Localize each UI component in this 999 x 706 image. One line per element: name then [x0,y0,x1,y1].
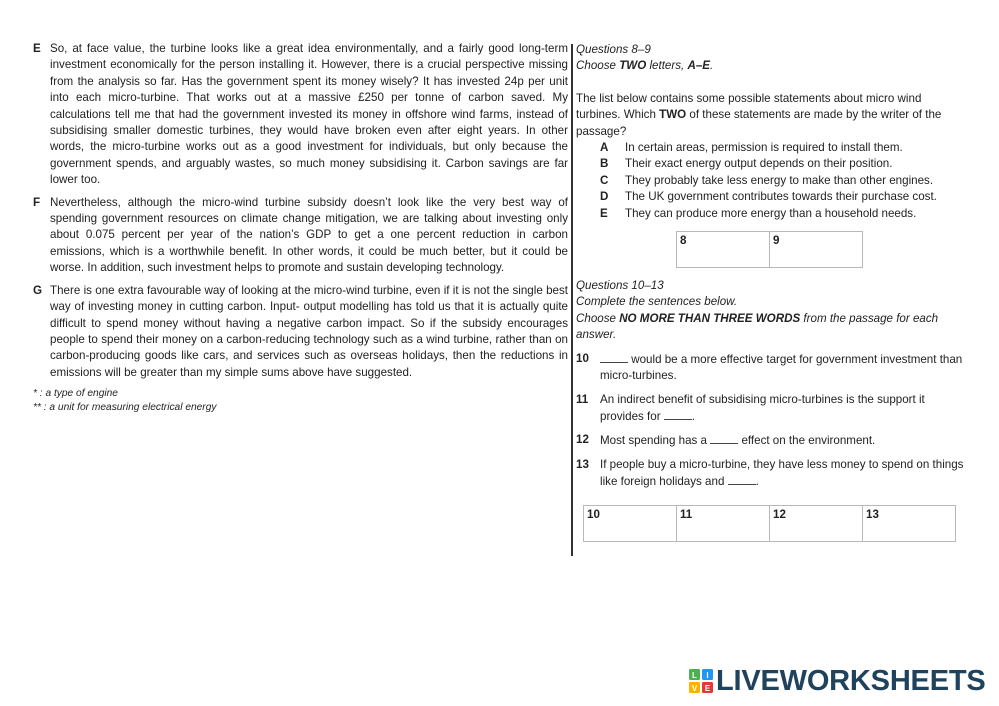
answer-cell-13[interactable]: 13 [863,505,956,541]
questions-8-9-instruction: Choose TWO letters, A–E. [576,59,714,73]
brand-name: LIVEWORKSHEETS [716,665,986,697]
questions-column [576,42,966,542]
option-c: C They probably take less energy to make than other engines. [600,173,934,187]
answer-table-8-9 [676,231,863,268]
paragraph-g [33,283,568,381]
answer-cell-8[interactable]: 8 [677,232,770,268]
reading-passage [33,41,568,415]
svg-text:E: E [704,683,711,693]
option-e: E They can produce more energy than a household needs. [600,206,917,220]
paragraph-letter: F [33,195,41,209]
paragraph-e [33,41,568,189]
footnote: * : a type of engine [33,388,118,400]
column-divider [571,44,573,556]
answer-cell-9[interactable]: 9 [770,232,863,268]
answer-blank [664,408,692,420]
paragraph-letter: G [33,283,43,297]
questions-10-13-instruction-2: Choose NO MORE THAN THREE WORDS from the passage for each answer. [576,311,939,342]
option-b: B Their exact energy output depends on their position. [600,157,893,171]
question-12: 12 Most spending has a effect on the environment. [576,433,876,448]
answer-blank [728,473,756,485]
svg-text:V: V [691,683,698,693]
questions-10-13-heading: Questions 10–13 [576,279,664,293]
paragraph-text: So, at face value, the turbine looks like a great idea environmentally, and a fairly good long-term investment economically for the person installing it. However, there is a crucial perspective missing from the analysis so far. Has the government spent its money wisely? It has invested 24p per unit into each micro-turbine. That works out at a massive £250 per tonne of carbon saved. My calculations tell me that had the government invested its money in offshore wind farms, instead of subsidising smaller domestic turbines, they would have broken even after eight years. In other words, the micro-turbine works out as a good investment for individuals, but only because the government spends, and arguably wastes, so much money subsidising it. Carbon savings are far lower too. [50,42,568,187]
svg-text:I: I [706,670,709,680]
paragraph-text: There is one extra favourable way of looking at the micro-wind turbine, even if it is not the single best way of investing money in cutting carbon. Input- output modelling has told us that it is actually quite difficult to spend money without having a negative carbon impact. So if the subsidy encourages people to spend their money on a carbon-reducing technology such as a wind turbine, rather than on carbon-producing goods like cars, and services such as overseas holidays, then the reductions in emissions will be greater than my simple sums above have suggested. [50,283,568,379]
option-a: A In certain areas, permission is required to install them. [600,141,903,155]
footnote: ** : a unit for measuring electrical energy [33,402,217,414]
answer-cell-10[interactable]: 10 [584,505,677,541]
questions-8-9-intro: The list below contains some possible statements about micro wind turbines. Which TWO of these statements are made by the writer of the passage? [576,91,942,138]
question-10: 10 would be a more effective target for government investment than micro-turbines. [576,351,963,383]
questions-8-9-heading: Questions 8–9 [576,43,651,56]
paragraph-f [33,195,568,277]
question-11: 11 An indirect benefit of subsidising micro-turbines is the support it provides for . [576,392,925,423]
answer-table-10-13 [583,505,956,542]
paragraph-text: Nevertheless, although the micro-wind turbine subsidy doesn’t look like the very best way of spending government resources on climate change mitigation, we are talking about investing only about 0.075 percent per year of the nation’s GDP to get a one percent reduction in carbon emissions, which is a worthwhile benefit. In other words, it could be much better, but it could be worse. In addition, such investment helps to promote and sustain developing technology. [50,195,568,275]
questions-10-13-instruction-1: Complete the sentences below. [576,295,738,309]
answer-blank [710,432,738,444]
question-13: 13 If people buy a micro-turbine, they have less money to spend on things like foreign holidays and . [576,457,964,489]
answer-blank [600,351,628,363]
option-d: D The UK government contributes towards their purchase cost. [600,190,937,204]
paragraph-letter: E [33,42,41,55]
svg-text:L: L [692,670,697,680]
liveworksheets-logo-icon [689,669,713,693]
liveworksheets-brand[interactable] [689,666,986,696]
footnotes [33,387,568,415]
answer-cell-11[interactable]: 11 [677,505,770,541]
answer-cell-12[interactable]: 12 [770,505,863,541]
